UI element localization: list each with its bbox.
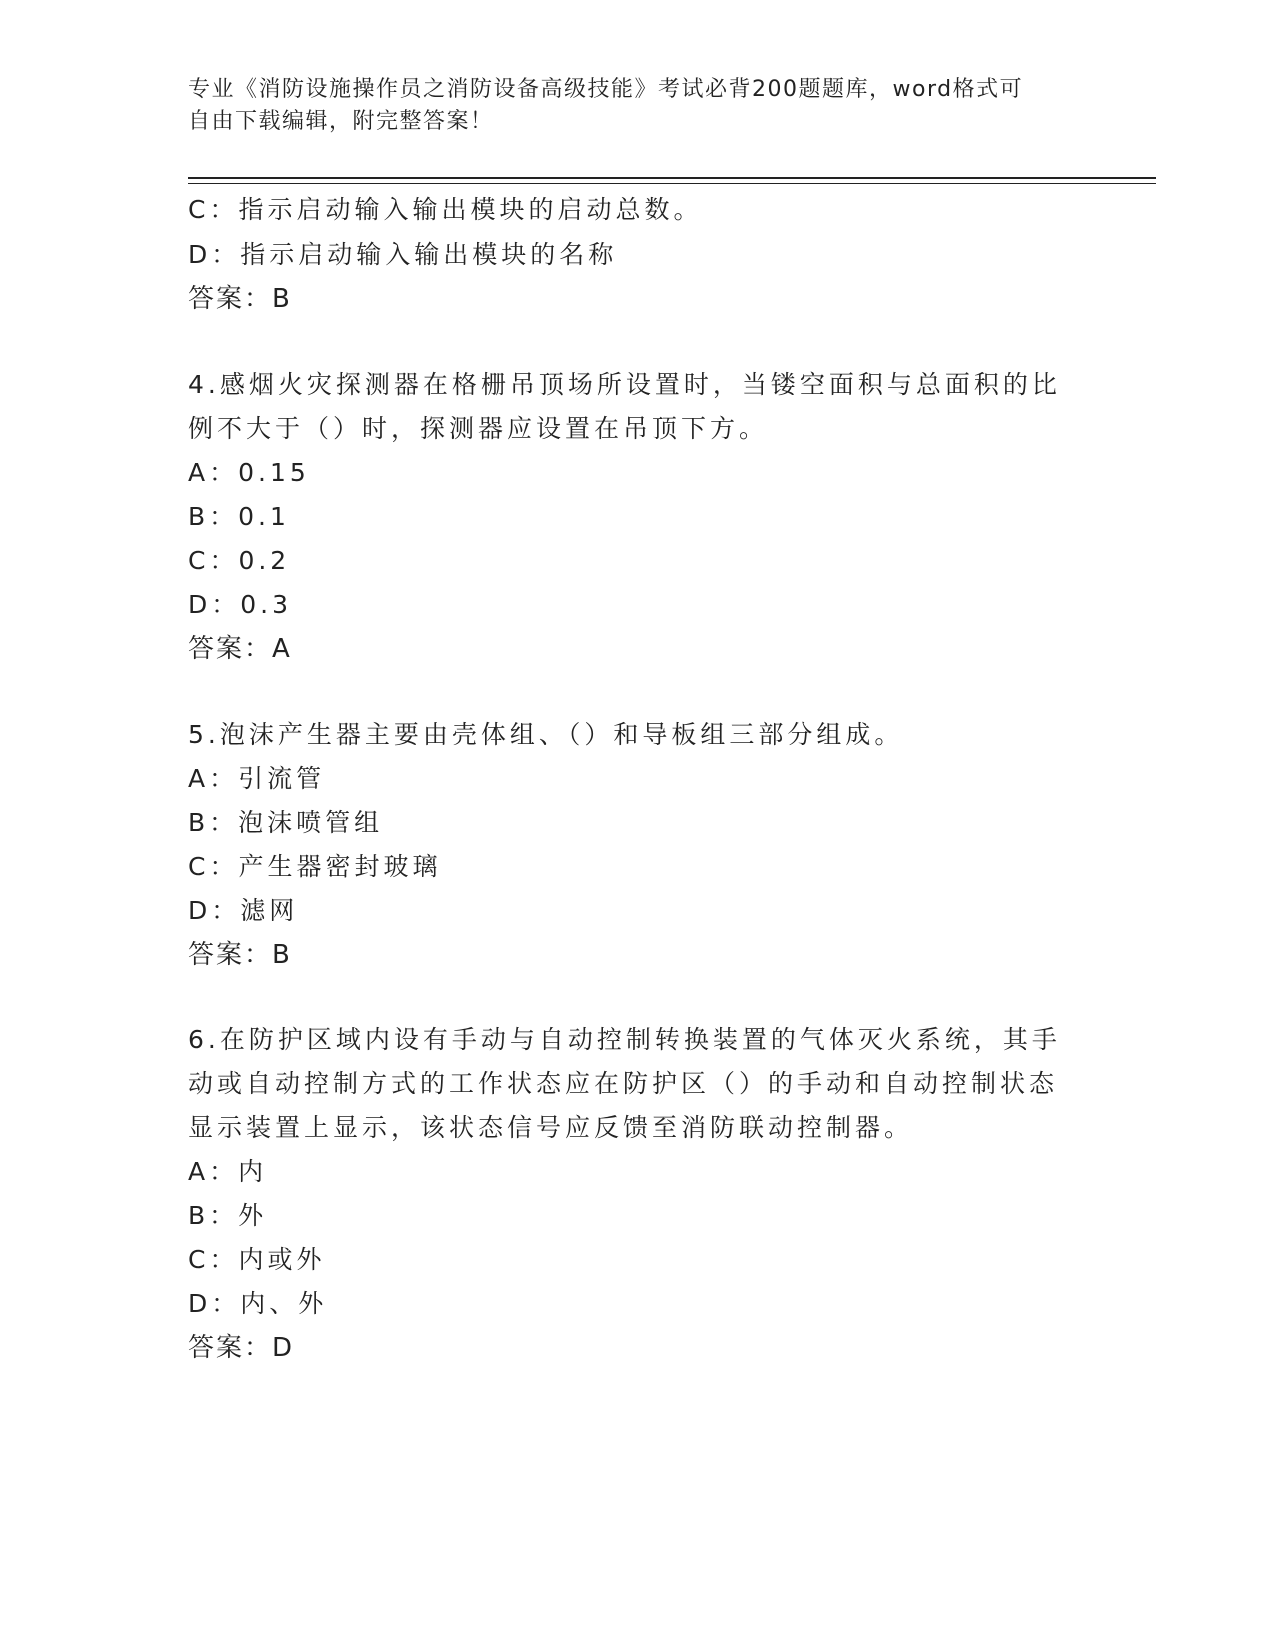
q6-option-a: A：内 [188, 1157, 268, 1186]
q3-answer: 答案：B [188, 284, 292, 314]
q6-option-c: C：内或外 [188, 1245, 326, 1274]
q4-option-b: B：0.1 [188, 502, 290, 531]
q4-stem-line2: 例不大于（）时，探测器应设置在吊顶下方。 [188, 414, 769, 443]
q3-option-c: C：指示启动输入输出模块的启动总数。 [188, 195, 703, 224]
q4-option-c: C：0.2 [188, 546, 291, 575]
q4-option-a: A：0.15 [188, 458, 310, 487]
q5-stem-line1: 5.泡沫产生器主要由壳体组、（）和导板组三部分组成。 [188, 720, 904, 749]
q6-answer: 答案：D [188, 1333, 295, 1363]
header-rule-thick [188, 177, 1156, 179]
header-title-line2: 自由下载编辑，附完整答案！ [188, 109, 494, 134]
q5-option-c: C：产生器密封玻璃 [188, 852, 442, 881]
q6-stem-line1: 6.在防护区域内设有手动与自动控制转换装置的气体灭火系统，其手 [188, 1025, 1061, 1054]
header-title-line1: 专业《消防设施操作员之消防设备高级技能》考试必背200题题库，word格式可 [188, 77, 1024, 102]
q5-option-d: D：滤网 [188, 896, 299, 925]
q5-option-a: A：引流管 [188, 764, 326, 793]
q6-option-d: D：内、外 [188, 1289, 328, 1318]
header-rule-thin [188, 183, 1156, 184]
q6-option-b: B：外 [188, 1201, 268, 1230]
q3-option-d: D：指示启动输入输出模块的名称 [188, 240, 618, 269]
q5-answer: 答案：B [188, 940, 292, 970]
q6-stem-line2: 动或自动控制方式的工作状态应在防护区（）的手动和自动控制状态 [188, 1069, 1059, 1098]
document-header [188, 74, 1068, 138]
q4-answer: 答案：A [188, 634, 292, 664]
q5-option-b: B：泡沫喷管组 [188, 808, 384, 837]
q6-stem-line3: 显示装置上显示，该状态信号应反馈至消防联动控制器。 [188, 1113, 914, 1142]
q4-option-d: D：0.3 [188, 590, 293, 619]
q4-stem-line1: 4.感烟火灾探测器在格栅吊顶场所设置时，当镂空面积与总面积的比 [188, 370, 1061, 399]
